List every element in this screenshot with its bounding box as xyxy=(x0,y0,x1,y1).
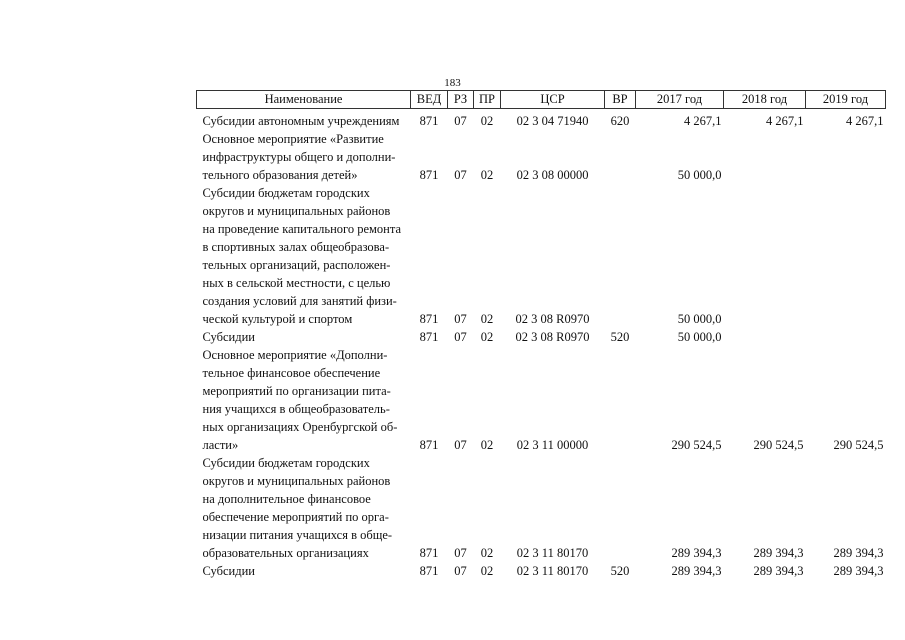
cell-vr: 520 xyxy=(610,330,630,344)
cell-ved: 871 xyxy=(419,114,439,128)
header-rz: РЗ xyxy=(448,91,474,109)
header-2019: 2019 год xyxy=(806,91,886,109)
cell-name xyxy=(197,328,411,346)
name-line: Субсидии xyxy=(202,330,255,344)
name-line: ных в сельской местности, с целью xyxy=(202,276,391,290)
name-line: Субсидии автономным учреждениям xyxy=(202,114,400,128)
name-line: округов и муниципальных районов xyxy=(202,204,391,218)
cell-2018 xyxy=(724,328,806,346)
header-name: Наименование xyxy=(197,91,411,109)
cell-2019: 4 267,1 xyxy=(846,114,884,128)
table-row xyxy=(197,184,886,328)
cell-ved: 871 xyxy=(419,312,439,326)
cell-pr: 02 xyxy=(480,546,494,560)
cell-2017: 50 000,0 xyxy=(677,168,722,182)
cell-2018 xyxy=(724,130,806,184)
cell-rz: 07 xyxy=(454,564,467,578)
header-csr: ЦСР xyxy=(501,91,605,109)
cell-2017: 50 000,0 xyxy=(677,312,722,326)
table-row xyxy=(197,454,886,562)
table-body xyxy=(197,109,886,581)
cell-ved: 871 xyxy=(419,330,439,344)
table-row xyxy=(197,346,886,454)
cell-name xyxy=(197,130,411,184)
table-row xyxy=(197,562,886,580)
cell-2017: 289 394,3 xyxy=(671,546,722,560)
table-row xyxy=(197,130,886,184)
cell-csr: 02 3 08 00000 xyxy=(516,168,589,182)
name-line: Основное мероприятие «Развитие xyxy=(202,132,384,146)
name-line: тельных организаций, расположен- xyxy=(202,258,391,272)
name-line: ласти» xyxy=(202,438,239,452)
cell-pr: 02 xyxy=(480,168,494,182)
name-line: мероприятий по организации пита- xyxy=(202,384,391,398)
name-line: создания условий для занятий физи- xyxy=(202,294,397,308)
table-row xyxy=(197,328,886,346)
cell-rz: 07 xyxy=(454,546,467,560)
header-2018: 2018 год xyxy=(724,91,806,109)
name-line: Субсидии бюджетам городских xyxy=(202,186,370,200)
cell-csr: 02 3 04 71940 xyxy=(516,114,589,128)
cell-rz: 07 xyxy=(454,168,467,182)
cell-pr: 02 xyxy=(480,564,494,578)
table-header xyxy=(197,91,886,109)
name-line: в спортивных залах общеобразова- xyxy=(202,240,390,254)
cell-vr xyxy=(605,346,636,454)
cell-pr: 02 xyxy=(480,312,494,326)
name-line: на дополнительное финансовое xyxy=(202,492,371,506)
cell-2017: 290 524,5 xyxy=(671,438,722,452)
budget-table xyxy=(196,90,886,580)
header-ved: ВЕД xyxy=(411,91,448,109)
cell-csr: 02 3 11 80170 xyxy=(516,546,589,560)
cell-pr: 02 xyxy=(480,438,494,452)
name-line: Субсидии xyxy=(202,564,255,578)
cell-ved: 871 xyxy=(419,564,439,578)
name-line: низации питания учащихся в обще- xyxy=(202,528,393,542)
cell-2017: 289 394,3 xyxy=(671,564,722,578)
cell-vr: 620 xyxy=(610,114,630,128)
cell-csr: 02 3 11 00000 xyxy=(516,438,589,452)
cell-2019 xyxy=(806,328,886,346)
cell-2018 xyxy=(724,184,806,328)
name-line: ния учащихся в общеобразователь- xyxy=(202,402,390,416)
cell-vr xyxy=(605,130,636,184)
cell-name xyxy=(197,562,411,580)
cell-name xyxy=(197,109,411,131)
name-line: ческой культурой и спортом xyxy=(202,312,353,326)
cell-csr: 02 3 11 80170 xyxy=(516,564,589,578)
cell-2018: 290 524,5 xyxy=(753,438,804,452)
cell-rz: 07 xyxy=(454,312,467,326)
cell-2019: 289 394,3 xyxy=(833,546,884,560)
name-line: округов и муниципальных районов xyxy=(202,474,391,488)
cell-2019 xyxy=(806,184,886,328)
cell-2018: 289 394,3 xyxy=(753,564,804,578)
name-line: Основное мероприятие «Дополни- xyxy=(202,348,388,362)
name-line: ных организациях Оренбургской об- xyxy=(202,420,398,434)
name-line: тельное финансовое обеспечение xyxy=(202,366,381,380)
table-row xyxy=(197,109,886,131)
cell-ved: 871 xyxy=(419,546,439,560)
cell-vr: 520 xyxy=(610,564,630,578)
cell-name xyxy=(197,184,411,328)
cell-ved: 871 xyxy=(419,438,439,452)
budget-table-container xyxy=(196,90,885,580)
cell-rz: 07 xyxy=(454,114,467,128)
cell-csr: 02 3 08 R0970 xyxy=(515,312,590,326)
header-vr: ВР xyxy=(605,91,636,109)
name-line: инфраструктуры общего и дополни- xyxy=(202,150,396,164)
cell-pr: 02 xyxy=(480,330,494,344)
cell-2017: 4 267,1 xyxy=(684,114,722,128)
cell-csr: 02 3 08 R0970 xyxy=(515,330,590,344)
cell-2019: 289 394,3 xyxy=(833,564,884,578)
header-pr: ПР xyxy=(474,91,501,109)
page-number: 183 xyxy=(444,77,461,89)
cell-2017: 50 000,0 xyxy=(677,330,722,344)
cell-ved: 871 xyxy=(419,168,439,182)
header-2017: 2017 год xyxy=(636,91,724,109)
name-line: на проведение капитального ремонта xyxy=(202,222,402,236)
cell-rz: 07 xyxy=(454,438,467,452)
cell-name xyxy=(197,346,411,454)
cell-vr xyxy=(605,454,636,562)
name-line: тельного образования детей» xyxy=(202,168,358,182)
cell-pr: 02 xyxy=(480,114,494,128)
cell-2018: 4 267,1 xyxy=(766,114,804,128)
cell-2018: 289 394,3 xyxy=(753,546,804,560)
name-line: образовательных организациях xyxy=(202,546,369,560)
name-line: Субсидии бюджетам городских xyxy=(202,456,370,470)
cell-2019: 290 524,5 xyxy=(833,438,884,452)
name-line: обеспечение мероприятий по орга- xyxy=(202,510,389,524)
cell-2019 xyxy=(806,130,886,184)
cell-vr xyxy=(605,184,636,328)
cell-name xyxy=(197,454,411,562)
cell-rz: 07 xyxy=(454,330,467,344)
